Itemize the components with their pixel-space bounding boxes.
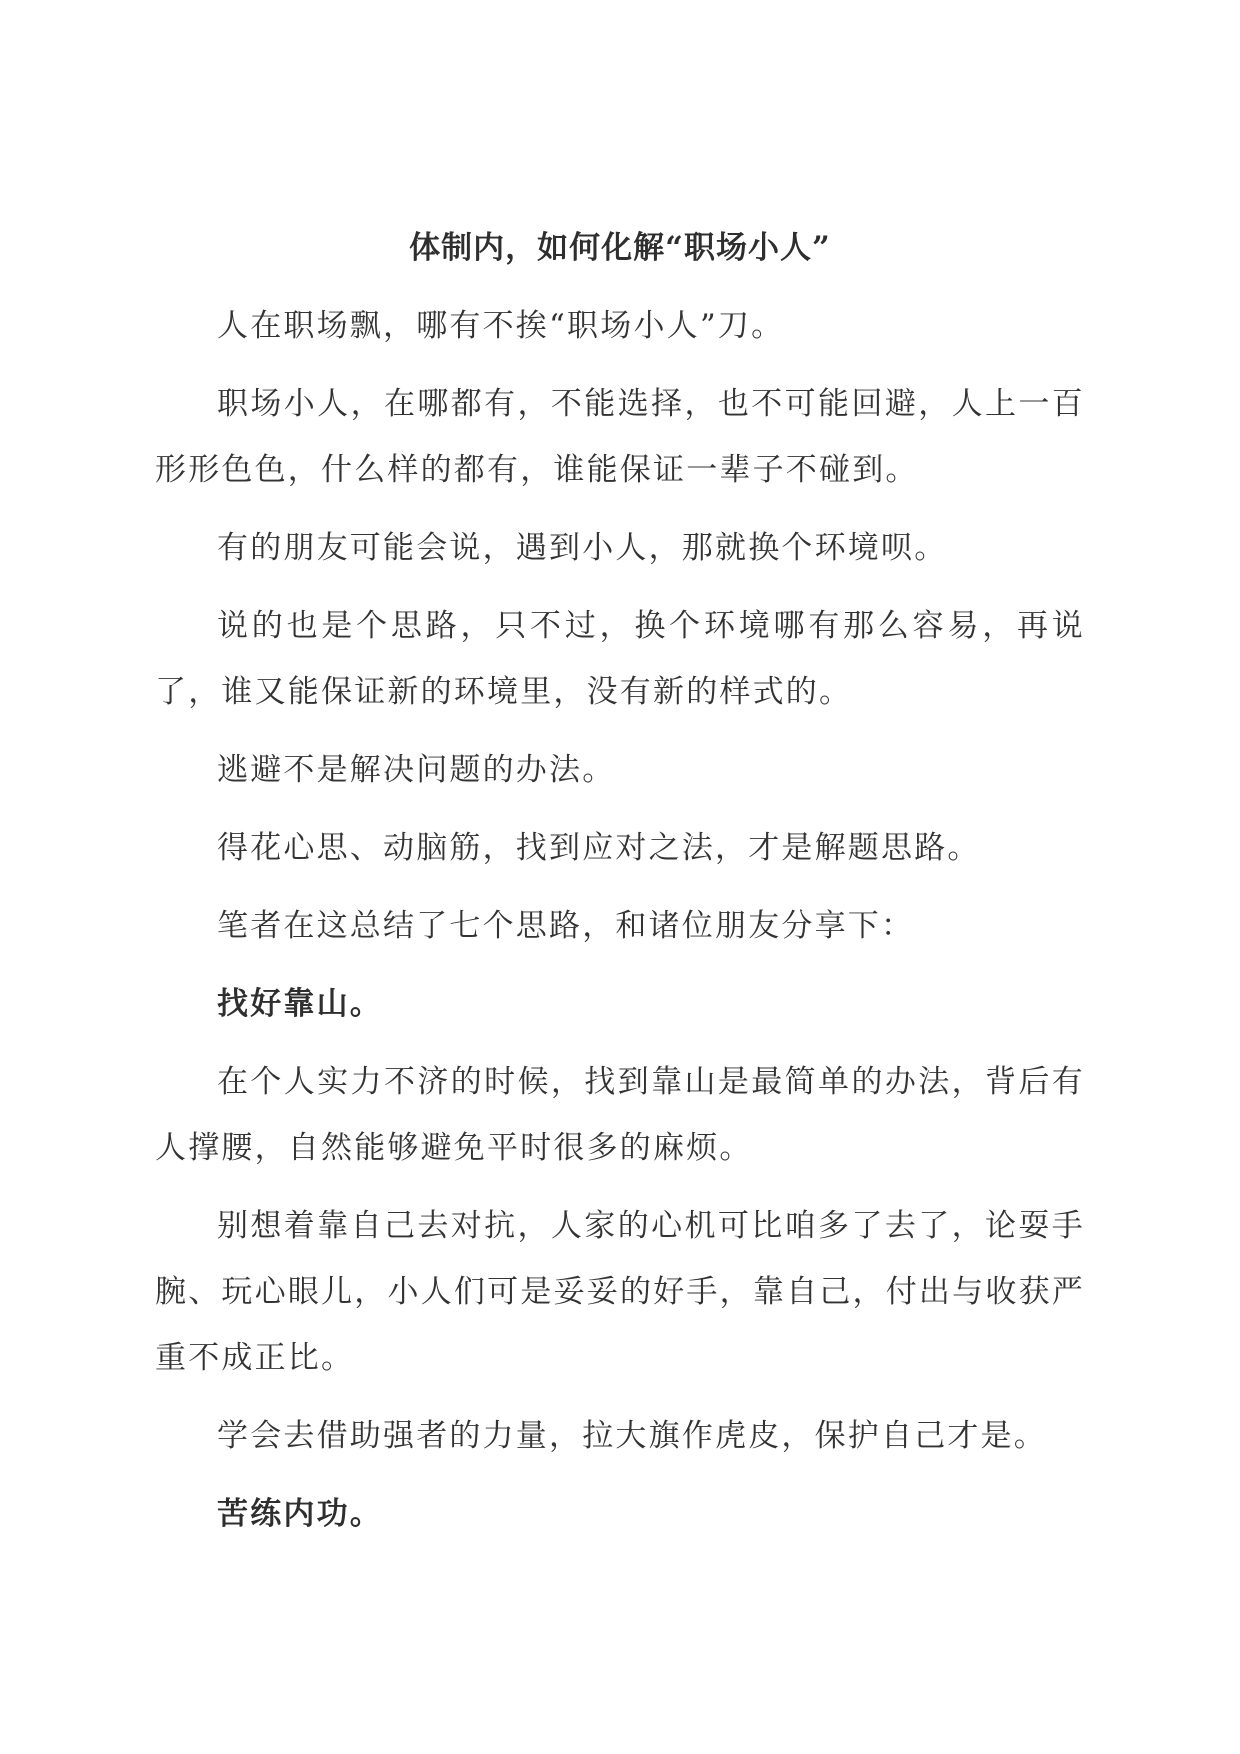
paragraph: 说的也是个思路，只不过，换个环境哪有那么容易，再说了，谁又能保证新的环境里，没有新的样式的。 — [155, 608, 1085, 710]
paragraph: 笔者在这总结了七个思路，和诸位朋友分享下： — [217, 908, 915, 944]
paragraph: 得花心思、动脑筋，找到应对之法，才是解题思路。 — [217, 830, 981, 866]
paragraph: 在个人实力不济的时候，找到靠山是最简单的办法，背后有人撑腰，自然能够避免平时很多的麻烦。 — [155, 1064, 1085, 1166]
paragraph: 职场小人，在哪都有，不能选择，也不可能回避，人上一百形形色色，什么样的都有，谁能保证一辈子不碰到。 — [155, 386, 1085, 488]
paragraph: 别想着靠自己去对抗，人家的心机可比咱多了去了，论耍手腕、玩心眼儿，小人们可是妥妥的好手，靠自己，付出与收获严重不成正比。 — [155, 1208, 1085, 1376]
document-body — [155, 215, 1085, 1547]
section-heading: 苦练内功。 — [217, 1496, 383, 1532]
section-heading: 找好靠山。 — [217, 986, 383, 1022]
paragraph: 学会去借助强者的力量，拉大旗作虎皮，保护自己才是。 — [217, 1418, 1047, 1454]
paragraph: 人在职场飘，哪有不挨“职场小人”刀。 — [217, 308, 785, 344]
document-title: 体制内，如何化解“职场小人” — [409, 230, 831, 266]
paragraph: 有的朋友可能会说，遇到小人，那就换个环境呗。 — [217, 530, 948, 566]
paragraph: 逃避不是解决问题的办法。 — [217, 752, 616, 788]
